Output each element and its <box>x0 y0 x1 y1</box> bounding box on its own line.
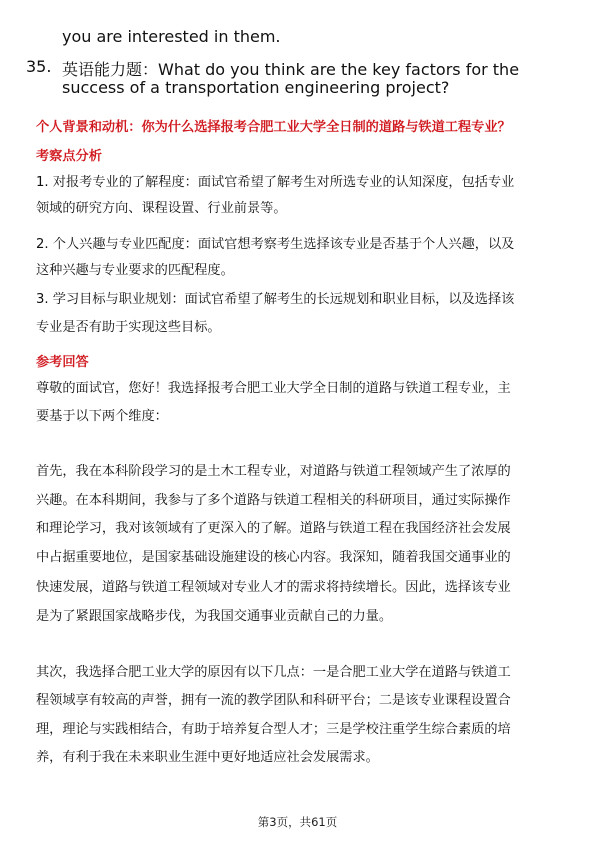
page-number-footer: 第3页，共61页 <box>257 815 338 829</box>
analysis-line: 领域的研究方向、课程设置、行业前景等。 <box>36 201 287 216</box>
question-text-line2: success of a transportation engineering project? <box>62 78 450 97</box>
answer-paragraph1-line: 和理论学习，我对该领域有了更深入的了解。道路与铁道工程在我国经济社会发展 <box>36 521 511 536</box>
analysis-line: 1. 对报考专业的了解程度：面试官希望了解考生对所选专业的认知深度，包括专业 <box>36 175 515 190</box>
answer-paragraph2-line: 程领域享有较高的声誉，拥有一流的教学团队和科研平台；二是该专业课程设置合 <box>36 693 511 708</box>
analysis-line: 2. 个人兴趣与专业匹配度：面试官想考察考生选择该专业是否基于个人兴趣，以及 <box>36 237 515 252</box>
analysis-title: 考察点分析 <box>36 149 102 164</box>
answer-intro-line: 要基于以下两个维度： <box>36 409 168 424</box>
analysis-line: 3. 学习目标与职业规划：面试官希望了解考生的长远规划和职业目标，以及选择该 <box>36 292 515 307</box>
answer-paragraph1-line: 是为了紧跟国家战略步伐，为我国交通事业贡献自己的力量。 <box>36 609 393 624</box>
question-number: 35. <box>26 57 52 76</box>
analysis-line: 这种兴趣与专业要求的匹配程度。 <box>36 263 234 278</box>
analysis-line: 专业是否有助于实现这些目标。 <box>36 320 221 335</box>
answer-paragraph2-line: 养，有利于我在未来职业生涯中更好地适应社会发展需求。 <box>36 750 379 765</box>
answer-paragraph2-line: 理，理论与实践相结合，有助于培养复合型人才；三是学校注重学生综合素质的培 <box>36 722 511 737</box>
answer-intro-line: 尊敬的面试官，您好！我选择报考合肥工业大学全日制的道路与铁道工程专业，主 <box>36 381 511 396</box>
answer-paragraph1-line: 快速发展，道路与铁道工程领域对专业人才的需求将持续增长。因此，选择该专业 <box>36 580 511 595</box>
question-text-line1: 英语能力题：What do you think are the key factors for the <box>62 60 520 79</box>
answer-title: 参考回答 <box>36 355 89 370</box>
answer-paragraph1-line: 首先，我在本科阶段学习的是土木工程专业，对道路与铁道工程领域产生了浓厚的 <box>36 464 511 479</box>
answer-paragraph1-line: 兴趣。在本科期间，我参与了多个道路与铁道工程相关的科研项目，通过实际操作 <box>36 493 511 508</box>
answer-paragraph2-line: 其次，我选择合肥工业大学的原因有以下几点：一是合肥工业大学在道路与铁道工 <box>36 665 511 680</box>
question-continuation: you are interested in them. <box>62 27 281 46</box>
answer-paragraph1-line: 中占据重要地位，是国家基础设施建设的核心内容。我深知，随着我国交通事业的 <box>36 550 511 565</box>
section-subheading: 个人背景和动机：你为什么选择报考合肥工业大学全日制的道路与铁道工程专业？ <box>36 120 511 135</box>
